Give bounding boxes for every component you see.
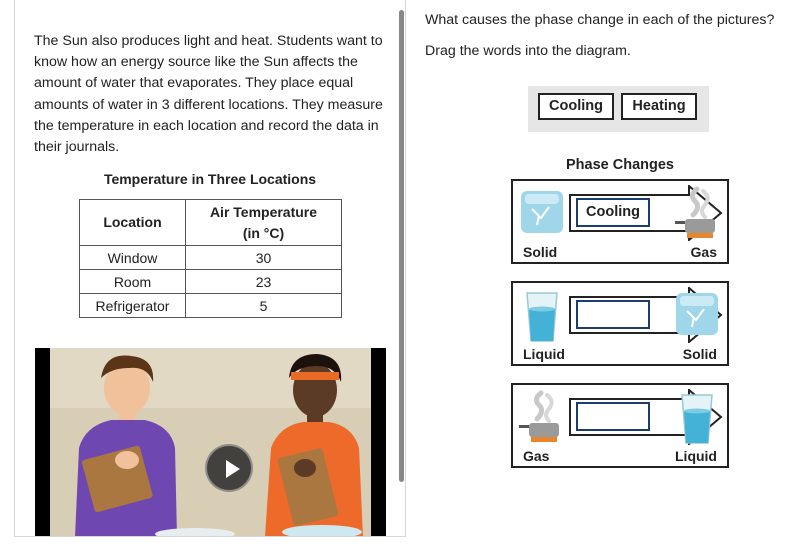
table-cell: Window	[80, 246, 186, 270]
question-prompt: What causes the phase change in each of the pictures?	[425, 12, 775, 28]
phase-label-from: Solid	[523, 244, 558, 260]
drop-zone-solid-to-gas[interactable]: Cooling	[576, 198, 650, 227]
video-player[interactable]	[35, 348, 386, 537]
table-cell: 23	[186, 270, 342, 294]
table-row	[80, 270, 342, 294]
phase-label-to: Solid	[682, 346, 717, 362]
passage-scrollbar[interactable]	[399, 10, 404, 482]
diagram-title: Phase Changes	[566, 157, 674, 173]
table-cell: 5	[186, 294, 342, 318]
table-cell: Refrigerator	[80, 294, 186, 318]
table-row	[80, 294, 342, 318]
video-thumbnail	[35, 348, 386, 537]
phase-change-row-gas-to-liquid	[511, 383, 729, 468]
phase-change-row-solid-to-gas	[511, 179, 729, 264]
steaming-pot-icon	[517, 389, 567, 447]
temperature-table	[79, 199, 342, 318]
phase-label-from: Gas	[523, 448, 550, 464]
table-cell: 30	[186, 246, 342, 270]
steaming-pot-icon	[671, 185, 723, 243]
drop-zone-liquid-to-solid[interactable]	[576, 300, 650, 329]
drop-zone-gas-to-liquid[interactable]	[576, 402, 650, 431]
table-title: Temperature in Three Locations	[103, 171, 317, 187]
passage-text: The Sun also produces light and heat. Students want to know how an energy source like the Sun affects the amount of water that evaporates. They place equal amounts of water in 3 different locations. They measure the temperature in each location and record the data in their journals.	[34, 33, 383, 156]
passage-panel[interactable]	[14, 0, 406, 537]
phase-label-from: Liquid	[523, 346, 565, 362]
water-glass-icon	[517, 287, 567, 345]
ice-cube-icon	[517, 185, 567, 243]
question-instruction: Drag the words into the diagram.	[425, 43, 631, 59]
phase-change-row-liquid-to-solid	[511, 281, 729, 366]
table-header-location: Location	[80, 200, 186, 246]
play-button[interactable]	[205, 444, 253, 492]
word-bank	[528, 86, 709, 132]
table-row	[80, 246, 342, 270]
table-header-air-temperature-label: Air Temperature (in °C)	[209, 203, 318, 241]
water-glass-icon	[671, 389, 723, 447]
phase-label-to: Liquid	[675, 448, 717, 464]
table-header-row	[80, 200, 342, 246]
table-header-air-temperature	[186, 200, 342, 246]
ice-cube-icon	[671, 287, 723, 345]
word-tile-cooling[interactable]: Cooling	[538, 93, 614, 120]
phase-label-to: Gas	[690, 244, 717, 260]
word-tile-heating[interactable]: Heating	[621, 93, 697, 120]
table-cell: Room	[80, 270, 186, 294]
